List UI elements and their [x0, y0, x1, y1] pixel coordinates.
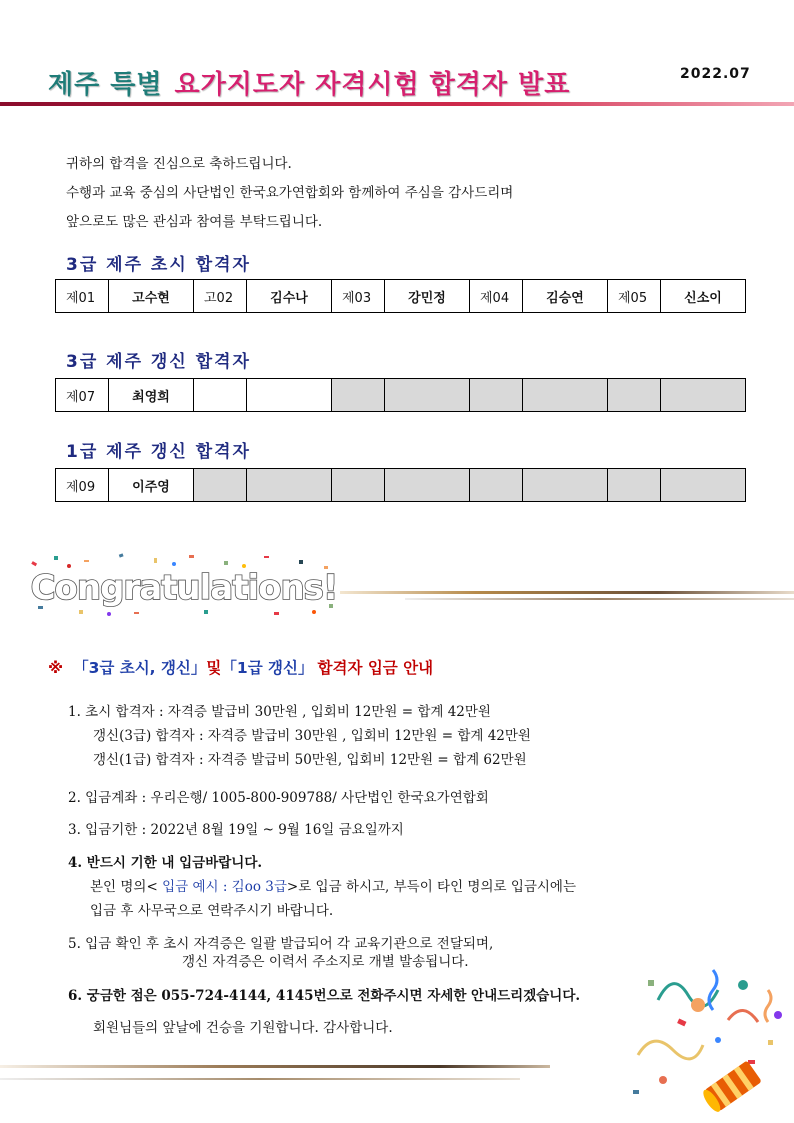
title-divider: [0, 102, 794, 106]
table-row: [56, 469, 746, 502]
empty-cell: [661, 379, 746, 412]
section-title-3-initial: 3급 제주 초시 합격자: [66, 255, 251, 275]
empty-cell: [385, 379, 470, 412]
payment-notice-title: [48, 656, 433, 678]
empty-cell: [247, 379, 332, 412]
payment-account: 2. 입금계좌 : 우리은행/ 1005-800-909788/ 사단법인 한국요가연합회: [68, 790, 489, 806]
inquiry-contact: 6. 궁금한 점은 055-724-4144, 4145번으로 전화주시면 자세한 안내드리겠습니다.: [68, 988, 581, 1004]
section-title-3-renewal: 3급 제주 갱신 합격자: [66, 352, 251, 372]
party-popper-icon: [618, 960, 794, 1123]
notice-group-1: 「1급 갱신」: [221, 659, 314, 677]
payment-deadline: 3. 입금기한 : 2022년 8월 19일 ~ 9월 16일 금요일까지: [68, 822, 404, 838]
passer-name: 강민정: [385, 280, 470, 313]
certificate-delivery: 5. 입금 확인 후 초시 자격증은 일괄 발급되어 각 교육기관으로 전달되며,: [68, 936, 494, 952]
page-title: [48, 64, 570, 101]
fee-renewal-1: 갱신(1급) 합격자 : 자격증 발급비 50만원, 입회비 12만원 = 합계 62만원: [93, 752, 527, 768]
decorative-line: [405, 598, 794, 600]
empty-cell: [608, 379, 661, 412]
exam-number: 제04: [470, 280, 523, 313]
fee-initial: 1. 초시 합격자 : 자격증 발급비 30만원 , 입회비 12만원 = 합계 42만원: [68, 704, 491, 720]
decorative-line: [0, 1078, 520, 1080]
empty-cell: [194, 379, 247, 412]
intro-line: 수행과 교육 중심의 사단법인 한국요가연합회와 함께하여 주심을 감사드리며: [66, 185, 514, 201]
empty-cell: [608, 469, 661, 502]
exam-number: 제05: [608, 280, 661, 313]
result-table-3-renewal: [55, 378, 746, 412]
payment-example: 입금 예시 : 김oo 3급: [162, 879, 287, 895]
exam-number: 고02: [194, 280, 247, 313]
reference-mark: ※: [48, 659, 64, 677]
passer-name: 이주영: [109, 469, 194, 502]
empty-cell: [523, 379, 608, 412]
intro-line: 귀하의 합격을 진심으로 축하드립니다.: [66, 156, 292, 172]
closing-message: 회원님들의 앞날에 건승을 기원합니다. 감사합니다.: [93, 1020, 393, 1036]
passer-name: 고수현: [109, 280, 194, 313]
decorative-line: [340, 591, 794, 594]
intro-line: 앞으로도 많은 관심과 참여를 부탁드립니다.: [66, 214, 323, 230]
table-row: [56, 379, 746, 412]
empty-cell: [470, 379, 523, 412]
passer-name: 신소이: [661, 280, 746, 313]
instruction-suffix: >로 입금 하시고, 부득이 타인 명의로 입금시에는: [286, 879, 577, 895]
payment-name-instruction: [90, 875, 576, 895]
empty-cell: [661, 469, 746, 502]
empty-cell: [332, 379, 385, 412]
empty-cell: [523, 469, 608, 502]
empty-cell: [247, 469, 332, 502]
empty-cell: [332, 469, 385, 502]
notice-heading-tail: 합격자 입금 안내: [317, 659, 434, 677]
notice-conj: 및: [206, 659, 222, 677]
decorative-line: [0, 1065, 550, 1068]
title-main: 요가지도자 자격시험 합격자 발표: [174, 70, 571, 100]
empty-cell: [385, 469, 470, 502]
passer-name: 최영희: [109, 379, 194, 412]
payment-reminder: 4. 반드시 기한 내 입금바랍니다.: [68, 855, 263, 871]
instruction-prefix: 본인 명의<: [90, 879, 158, 895]
congratulations-text: Congratulations!: [30, 568, 338, 608]
congratulations-banner: [24, 552, 344, 618]
notice-group-3: 「3급 초시, 갱신」: [73, 659, 207, 677]
passer-name: 김수나: [247, 280, 332, 313]
result-table-3-initial: [55, 279, 746, 313]
issue-date: 2022.07: [680, 66, 751, 82]
exam-number: 제09: [56, 469, 109, 502]
result-table-1-renewal: [55, 468, 746, 502]
intro-text: [66, 150, 513, 237]
renewal-certificate-delivery: 갱신 자격증은 이력서 주소지로 개별 발송됩니다.: [182, 954, 469, 970]
exam-number: 제03: [332, 280, 385, 313]
empty-cell: [194, 469, 247, 502]
passer-name: 김승연: [523, 280, 608, 313]
exam-number: 제01: [56, 280, 109, 313]
contact-office-instruction: 입금 후 사무국으로 연락주시기 바랍니다.: [90, 903, 334, 919]
title-region: 제주 특별: [48, 70, 163, 100]
table-row: [56, 280, 746, 313]
section-title-1-renewal: 1급 제주 갱신 합격자: [66, 442, 251, 462]
fee-renewal-3: 갱신(3급) 합격자 : 자격증 발급비 30만원 , 입회비 12만원 = 합계 42만원: [93, 728, 531, 744]
empty-cell: [470, 469, 523, 502]
exam-number: 제07: [56, 379, 109, 412]
